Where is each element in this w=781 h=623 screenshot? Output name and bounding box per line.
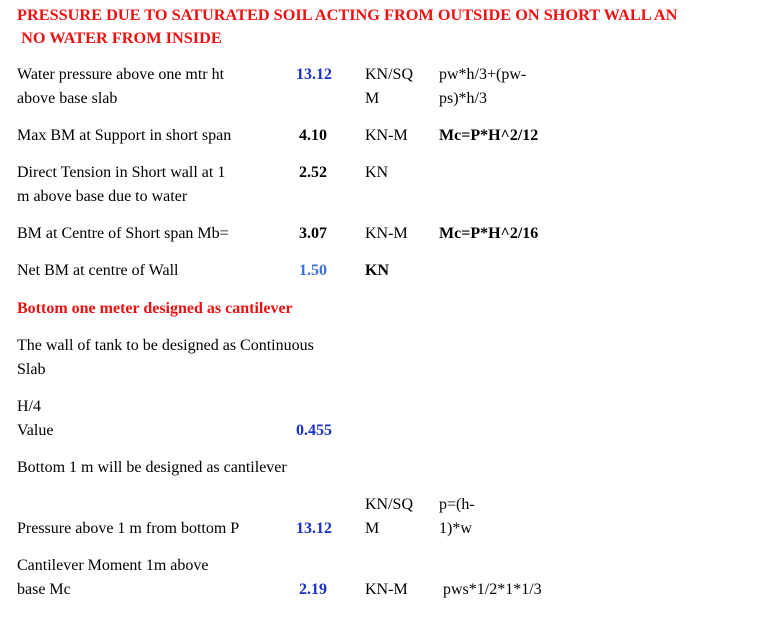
direct-tension-unit: KN (365, 164, 389, 181)
pressure-bottom-value: 13.12 (296, 520, 332, 537)
max-bm-label: Max BM at Support in short span (17, 127, 232, 144)
direct-tension-label-line1: Direct Tension in Short wall at 1 (17, 164, 226, 181)
section-heading: Bottom one meter designed as cantilever (17, 300, 293, 317)
water-pressure-label-line2: above base slab (17, 90, 118, 107)
direct-tension-value: 2.52 (299, 164, 327, 181)
max-bm-value: 4.10 (299, 127, 327, 144)
cantilever-moment-value: 2.19 (299, 581, 327, 598)
water-pressure-formula-line1: pw*h/3+(pw- (439, 66, 527, 83)
continuous-slab-line2: Slab (17, 361, 46, 378)
water-pressure-unit-line2: M (365, 90, 380, 107)
h4-value: 0.455 (296, 422, 332, 439)
direct-tension-label-line2: m above base due to water (17, 188, 188, 205)
bottom-note: Bottom 1 m will be designed as cantilever (17, 459, 287, 476)
cantilever-moment-label-line1: Cantilever Moment 1m above (17, 557, 209, 574)
h4-label-line2: Value (17, 422, 54, 439)
water-pressure-unit-line1: KN/SQ (365, 66, 414, 83)
page-title-line1: PRESSURE DUE TO SATURATED SOIL ACTING FROM OUTSIDE ON SHORT WALL AN (17, 5, 678, 24)
h4-label-line1: H/4 (17, 398, 41, 415)
cantilever-moment-unit: KN-M (365, 581, 408, 598)
continuous-slab-line1: The wall of tank to be designed as Continuous (17, 337, 314, 354)
net-bm-label: Net BM at centre of Wall (17, 262, 179, 279)
page-title-line2: NO WATER FROM INSIDE (17, 28, 222, 47)
pressure-bottom-unit-line1: KN/SQ (365, 496, 414, 513)
water-pressure-label-line1: Water pressure above one mtr ht (17, 66, 225, 83)
water-pressure-value: 13.12 (296, 66, 332, 83)
cantilever-moment-formula: pws*1/2*1*1/3 (443, 581, 542, 598)
net-bm-unit: KN (365, 262, 389, 279)
bm-centre-unit: KN-M (365, 225, 408, 242)
bm-centre-label: BM at Centre of Short span Mb= (17, 225, 229, 242)
pressure-bottom-label: Pressure above 1 m from bottom P (17, 520, 240, 537)
water-pressure-formula-line2: ps)*h/3 (439, 90, 487, 107)
pressure-bottom-formula-line1: p=(h- (439, 496, 475, 513)
cantilever-moment-label-line2: base Mc (17, 581, 71, 598)
pressure-bottom-formula-line2: 1)*w (439, 520, 472, 537)
bm-centre-value: 3.07 (299, 225, 327, 242)
max-bm-formula: Mc=P*H^2/12 (439, 127, 539, 144)
bm-centre-formula: Mc=P*H^2/16 (439, 225, 539, 242)
net-bm-value: 1.50 (299, 262, 327, 279)
max-bm-unit: KN-M (365, 127, 408, 144)
pressure-bottom-unit-line2: M (365, 520, 380, 537)
